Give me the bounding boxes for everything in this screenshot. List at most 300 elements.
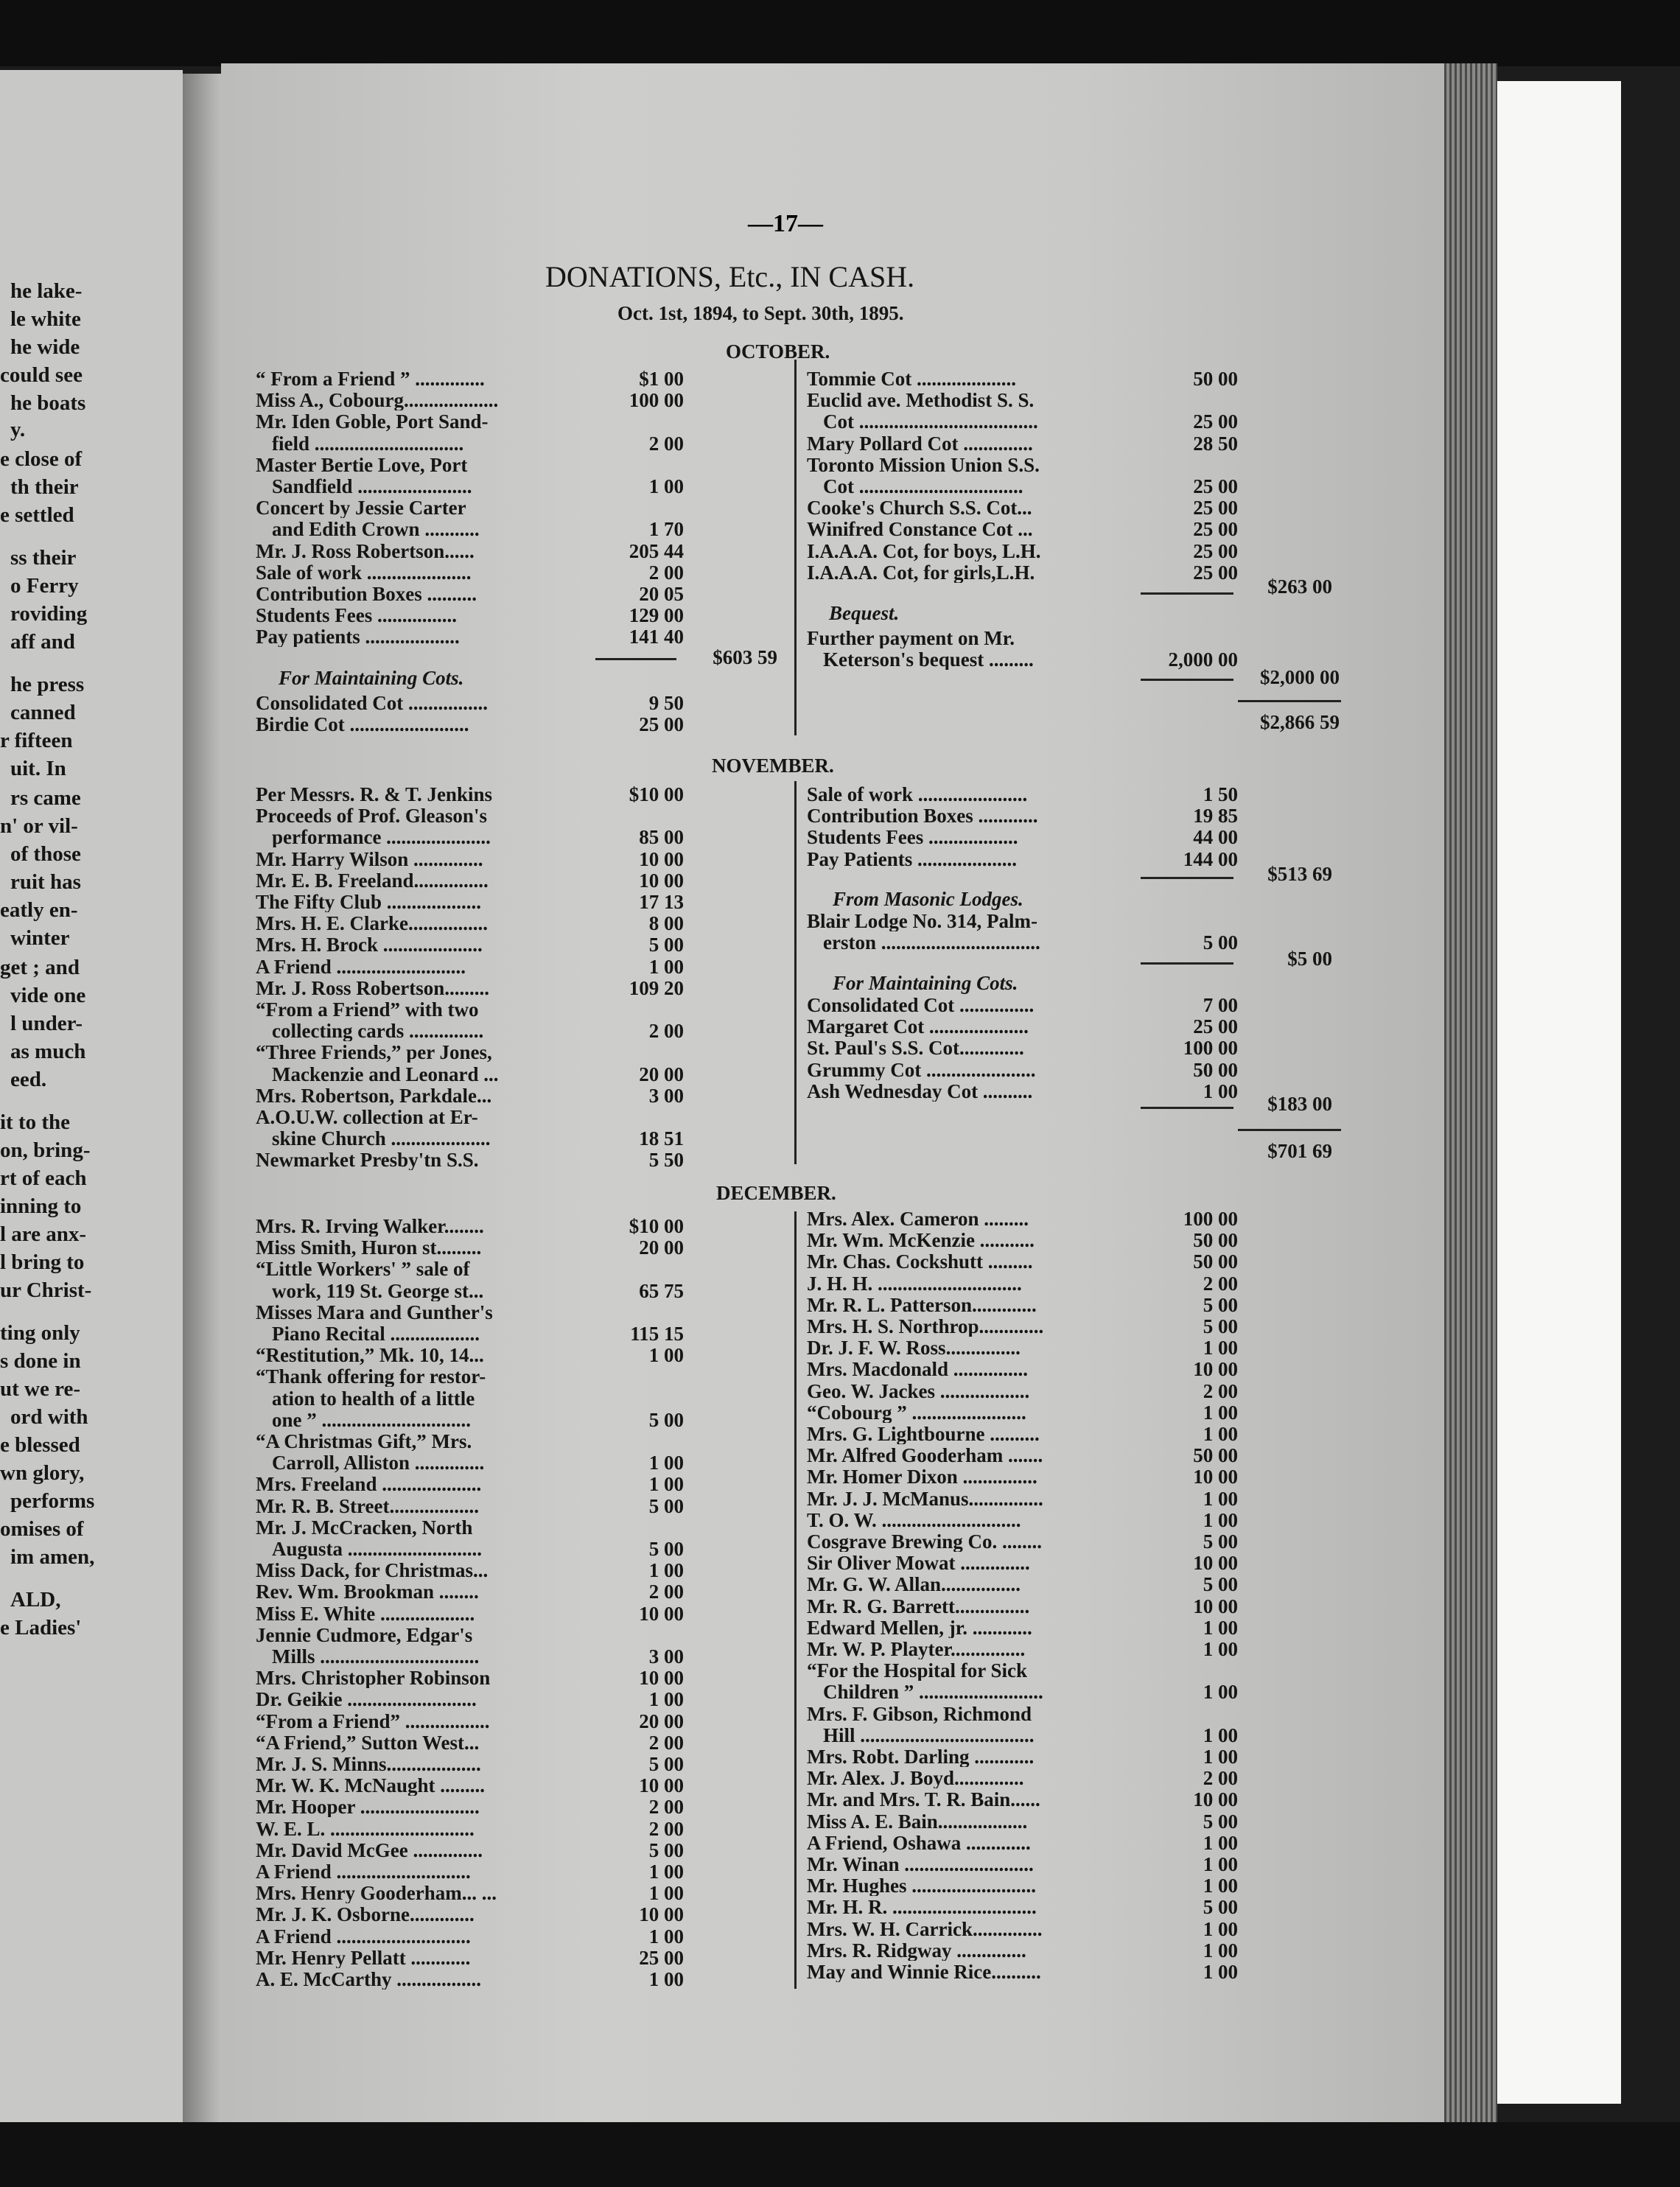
left-page-line: ALD, — [10, 1589, 61, 1611]
left-page-line: e blessed — [0, 1434, 80, 1456]
entry-name: Miss A., Cobourg................... — [256, 390, 499, 411]
left-page-line: ss their — [10, 547, 77, 569]
entry-name: “Cobourg ” ....................... — [807, 1402, 1026, 1423]
subtotal-amount: $183 00 — [1267, 1093, 1332, 1115]
entry-amount: 50 00 — [1193, 1058, 1238, 1081]
left-page-line: as much — [10, 1040, 86, 1063]
entry-name: Mr. Chas. Cockshutt ......... — [807, 1251, 1033, 1273]
entry-name: Mary Pollard Cot .............. — [807, 433, 1033, 454]
entry-name: Carroll, Alliston .............. — [272, 1452, 485, 1474]
entry-name: A Friend .......................... — [256, 956, 466, 977]
entry-name: “From a Friend” with two — [256, 999, 479, 1020]
entry-amount: 1 50 — [1203, 783, 1238, 805]
entry-name: Students Fees ................ — [256, 605, 458, 626]
entry-amount: 1 00 — [648, 1559, 684, 1582]
cots-heading: For Maintaining Cots. — [833, 972, 1018, 994]
entry-name: J. H. H. ............................. — [807, 1273, 1022, 1294]
entry-name: “Three Friends,” per Jones, — [256, 1042, 492, 1063]
entry-name: Mr. Winan .......................... — [807, 1854, 1034, 1875]
entry-amount: 25 00 — [1193, 1015, 1238, 1038]
entry-name: Mr. R. L. Patterson............. — [807, 1294, 1037, 1315]
entry-name: Mackenzie and Leonard ... — [272, 1063, 499, 1085]
entry-name: Mrs. Robt. Darling ............ — [807, 1746, 1035, 1767]
entry-amount: 5 00 — [1203, 1573, 1238, 1596]
section-heading-november: NOVEMBER. — [712, 755, 834, 777]
left-page-line: e settled — [0, 504, 74, 526]
entry-amount: 1 00 — [648, 1473, 684, 1496]
entry-amount: 3 00 — [648, 1645, 684, 1668]
entry-name: Sale of work ...................... — [807, 784, 1028, 805]
entry-amount: 2 00 — [648, 1817, 684, 1840]
entry-name: Piano Recital .................. — [272, 1323, 480, 1344]
entry-name: Dr. Geikie .......................... — [256, 1689, 477, 1710]
entry-name: Grummy Cot ...................... — [807, 1059, 1036, 1080]
subtotal-amount: $2,000 00 — [1260, 666, 1340, 688]
entry-amount: 18 51 — [639, 1127, 684, 1150]
entry-name: Cot ................................. — [823, 476, 1023, 497]
entry-name: Mrs. H. Brock .................... — [256, 934, 483, 956]
entry-name: Sandfield ....................... — [272, 476, 472, 497]
entry-amount: 205 44 — [629, 539, 684, 562]
entry-amount: 1 00 — [1203, 1724, 1238, 1746]
left-page-line: ut we re- — [0, 1378, 80, 1400]
entry-amount: 50 00 — [1193, 1229, 1238, 1252]
left-page-line: vide one — [10, 984, 86, 1007]
entry-amount: 20 00 — [639, 1063, 684, 1085]
entry-name: Mr. Alfred Gooderham ....... — [807, 1445, 1043, 1466]
left-page-line: he wide — [10, 336, 80, 358]
entry-amount: 1 00 — [648, 955, 684, 978]
subtotal-amount: $263 00 — [1267, 575, 1332, 598]
entry-name: Blair Lodge No. 314, Palm- — [807, 911, 1037, 931]
entry-name: Edward Mellen, jr. ............ — [807, 1617, 1032, 1638]
entry-name: Sale of work ..................... — [256, 561, 472, 583]
entry-amount: 25 00 — [639, 1946, 684, 1969]
entry-amount: 100 00 — [1183, 1208, 1238, 1230]
grand-total: $2,866 59 — [1260, 711, 1340, 733]
entry-name: A Friend ........................... — [256, 1925, 471, 1947]
entry-name: Mr. R. G. Barrett............... — [807, 1595, 1030, 1617]
page-number: —17— — [748, 210, 823, 237]
entry-amount: 10 00 — [639, 1903, 684, 1926]
entry-amount: 5 00 — [648, 1753, 684, 1775]
entry-name: Mrs. Freeland .................... — [256, 1474, 482, 1495]
entry-name: Newmarket Presby'tn S.S. — [256, 1150, 479, 1171]
entry-name: Mrs. F. Gibson, Richmond — [807, 1703, 1032, 1724]
subtotal-amount: $5 00 — [1287, 948, 1332, 970]
left-page-line: winter — [10, 927, 70, 949]
entry-amount: 5 00 — [648, 1538, 684, 1560]
left-page-line: s done in — [0, 1350, 81, 1372]
left-page-line: inning to — [0, 1195, 82, 1217]
entry-amount: 5 00 — [648, 1494, 684, 1517]
entry-name: “ From a Friend ” .............. — [256, 368, 485, 389]
white-backing-card — [1497, 81, 1621, 2104]
left-page-line: omises of — [0, 1518, 84, 1540]
entry-amount: 2 00 — [1203, 1272, 1238, 1295]
entry-amount: 19 85 — [1193, 805, 1238, 827]
entry-amount: 20 00 — [639, 1710, 684, 1732]
left-page-line: ur Christ- — [0, 1279, 92, 1301]
entry-amount: 2 00 — [1203, 1379, 1238, 1402]
entry-name: Students Fees .................. — [807, 827, 1018, 848]
entry-name: “Thank offering for restor- — [256, 1366, 486, 1388]
entry-name: Concert by Jessie Carter — [256, 497, 466, 519]
entry-name: Mr. Harry Wilson .............. — [256, 848, 483, 869]
entry-amount: 1 00 — [648, 1344, 684, 1367]
entry-name: Winifred Constance Cot ... — [807, 519, 1033, 540]
left-page-line: r fifteen — [0, 729, 73, 752]
entry-amount: 5 00 — [1203, 931, 1238, 954]
entry-name: Consolidated Cot ................ — [256, 693, 489, 713]
entry-name: A Friend ........................... — [256, 1861, 471, 1882]
entry-name: Mr. Alex. J. Boyd.............. — [807, 1768, 1024, 1789]
entry-amount: 1 00 — [1203, 1616, 1238, 1639]
entry-amount: 20 00 — [639, 1236, 684, 1259]
entry-amount: 1 00 — [1203, 1681, 1238, 1704]
entry-amount: 1 00 — [648, 1968, 684, 1990]
left-page-line: uit. In — [10, 757, 66, 780]
entry-name: Mrs. G. Lightbourne .......... — [807, 1424, 1040, 1444]
entry-name: Mr. J. Ross Robertson...... — [256, 540, 475, 561]
left-page-line: he boats — [10, 392, 86, 414]
entry-amount: 10 00 — [639, 1602, 684, 1625]
entry-name: “For the Hospital for Sick — [807, 1660, 1028, 1682]
entry-amount: 65 75 — [639, 1279, 684, 1302]
entry-amount: $10 00 — [629, 783, 684, 805]
entry-name: ation to health of a little — [272, 1388, 475, 1409]
column-divider — [794, 781, 797, 1164]
column-divider — [794, 1211, 797, 1989]
entry-name: Mr. H. R. ............................. — [807, 1897, 1037, 1918]
entry-amount: 9 50 — [648, 692, 684, 714]
subtotal-amount: $513 69 — [1267, 863, 1332, 885]
entry-name: Contribution Boxes .......... — [256, 584, 477, 604]
entry-name: Mr. J. K. Osborne............. — [256, 1904, 475, 1925]
entry-name: Tommie Cot .................... — [807, 368, 1016, 389]
entry-amount: 115 15 — [630, 1323, 684, 1345]
entry-amount: 10 00 — [1193, 1358, 1238, 1381]
left-page-line: th their — [10, 476, 79, 498]
entry-name: Mills ................................ — [272, 1646, 480, 1667]
grand-total: $701 69 — [1267, 1140, 1332, 1162]
entry-name: “Restitution,” Mk. 10, 14... — [256, 1345, 484, 1366]
entry-amount: 25 00 — [1193, 561, 1238, 584]
entry-name: Rev. Wm. Brookman ........ — [256, 1581, 479, 1603]
entry-amount: 1 00 — [1203, 1079, 1238, 1102]
entry-amount: 10 00 — [1193, 1466, 1238, 1488]
entry-name: work, 119 St. George st... — [272, 1280, 484, 1301]
entry-amount: 141 40 — [629, 626, 684, 648]
entry-name: Miss Smith, Huron st......... — [256, 1237, 482, 1259]
entry-name: Proceeds of Prof. Gleason's — [256, 805, 487, 827]
left-page-line: get ; and — [0, 956, 80, 979]
entry-name: “A Christmas Gift,” Mrs. — [256, 1431, 472, 1452]
entry-name: Mr. E. B. Freeland............... — [256, 869, 489, 891]
entry-amount: 1 00 — [648, 1925, 684, 1948]
entry-amount: 1 00 — [1203, 1423, 1238, 1445]
entry-name: Mrs. Alex. Cameron ......... — [807, 1208, 1029, 1229]
entry-amount: 1 00 — [648, 1688, 684, 1711]
entry-amount: 1 00 — [1203, 1401, 1238, 1424]
entry-name: Miss A. E. Bain.................. — [807, 1810, 1028, 1832]
entry-name: Further payment on Mr. — [807, 628, 1015, 648]
entry-name: Mrs. H. E. Clarke................ — [256, 913, 488, 934]
entry-amount: 25 00 — [1193, 410, 1238, 433]
entry-amount: 100 00 — [629, 389, 684, 412]
entry-name: Mrs. W. H. Carrick.............. — [807, 1918, 1043, 1939]
entry-amount: 5 00 — [648, 1408, 684, 1431]
entry-amount: 10 00 — [639, 847, 684, 870]
entry-name: Mrs. Macdonald ............... — [807, 1359, 1028, 1380]
left-page-line: e Ladies' — [0, 1617, 82, 1639]
left-page-line: canned — [10, 701, 76, 724]
entry-name: Mr. J. S. Minns................... — [256, 1754, 481, 1774]
left-page-line: aff and — [10, 631, 75, 653]
entry-name: Hill ................................... — [823, 1724, 1035, 1746]
entry-amount: 10 00 — [639, 1667, 684, 1690]
entry-amount: 1 00 — [1203, 1638, 1238, 1660]
entry-name: Mrs. R. Ridgway .............. — [807, 1939, 1026, 1961]
entry-name: Children ” ......................... — [823, 1682, 1043, 1703]
entry-amount: 1 00 — [648, 1882, 684, 1905]
subtotal-amount: $603 59 — [713, 646, 777, 668]
subtotal-rule — [1141, 877, 1233, 879]
subtotal-rule — [1141, 592, 1233, 595]
entry-name: T. O. W. ............................ — [807, 1509, 1021, 1530]
entry-name: Augusta ........................... — [272, 1539, 483, 1559]
entry-name: Cosgrave Brewing Co. ........ — [807, 1531, 1042, 1552]
entry-name: Geo. W. Jackes .................. — [807, 1380, 1030, 1402]
entry-amount: 85 00 — [639, 826, 684, 849]
section-heading-december: DECEMBER. — [716, 1182, 836, 1204]
page-title: DONATIONS, Etc., IN CASH. — [545, 260, 915, 293]
left-page-line: l are anx- — [0, 1223, 87, 1245]
entry-name: field .............................. — [272, 433, 464, 454]
entry-name: Ash Wednesday Cot .......... — [807, 1080, 1033, 1102]
column-divider — [794, 360, 797, 735]
entry-name: one ” .............................. — [272, 1409, 471, 1430]
entry-name: Miss E. White ................... — [256, 1603, 475, 1624]
entry-name: Mr. J. Ross Robertson......... — [256, 977, 489, 998]
entry-amount: 1 00 — [1203, 1917, 1238, 1940]
entry-amount: 2 00 — [648, 1020, 684, 1043]
entry-amount: 5 00 — [648, 934, 684, 956]
entry-name: Cooke's Church S.S. Cot... — [807, 497, 1032, 519]
entry-name: Contribution Boxes ............ — [807, 805, 1038, 827]
left-page-line: l bring to — [0, 1251, 85, 1273]
entry-amount: 2 00 — [648, 1581, 684, 1603]
left-page-line: could see — [0, 364, 83, 386]
entry-amount: 1 00 — [1203, 1831, 1238, 1854]
entry-name: Cot .................................... — [823, 411, 1038, 433]
entry-name: Consolidated Cot ............... — [807, 995, 1035, 1015]
page-edges — [1444, 63, 1497, 2127]
entry-amount: $10 00 — [629, 1215, 684, 1237]
entry-name: W. E. L. ............................. — [256, 1818, 475, 1839]
entry-amount: 2 00 — [648, 432, 684, 455]
entry-name: collecting cards ............... — [272, 1021, 484, 1042]
entry-name: Mr. Henry Pellatt ............ — [256, 1947, 471, 1968]
entry-name: Master Bertie Love, Port — [256, 454, 468, 475]
entry-name: Dr. J. F. W. Ross............... — [807, 1337, 1021, 1359]
entry-amount: 25 00 — [1193, 539, 1238, 562]
entry-amount: 1 70 — [648, 518, 684, 541]
entry-amount: 1 00 — [1203, 1487, 1238, 1510]
left-page-line: performs — [10, 1490, 95, 1512]
left-page-line: eed. — [10, 1068, 47, 1091]
entry-name: skine Church .................... — [272, 1128, 491, 1150]
entry-name: Jennie Cudmore, Edgar's — [256, 1624, 473, 1645]
entry-name: erston ................................ — [823, 932, 1040, 953]
entry-amount: 7 00 — [1203, 994, 1238, 1016]
entry-amount: 50 00 — [1193, 1250, 1238, 1273]
total-rule — [1238, 700, 1341, 702]
scanner-background — [0, 0, 1680, 66]
left-page-line: wn glory, — [0, 1462, 85, 1484]
scanner-background-bottom — [0, 2122, 1680, 2187]
entry-name: Margaret Cot .................... — [807, 1016, 1029, 1037]
section-heading-october: OCTOBER. — [726, 340, 830, 363]
entry-amount: 1 00 — [1203, 1939, 1238, 1962]
entry-amount: 8 00 — [648, 912, 684, 935]
entry-amount: 1 00 — [648, 475, 684, 497]
cots-heading: For Maintaining Cots. — [279, 667, 464, 689]
entry-name: Mr. J. J. McManus............... — [807, 1488, 1043, 1509]
entry-amount: 50 00 — [1193, 368, 1238, 390]
left-page-line: l under- — [10, 1012, 83, 1035]
entry-name: Mrs. Henry Gooderham... ... — [256, 1883, 497, 1904]
entry-name: Pay patients ................... — [256, 626, 460, 648]
subtotal-rule — [1141, 1107, 1233, 1109]
entry-amount: 2 00 — [648, 1796, 684, 1819]
entry-name: Mrs. H. S. Northrop............. — [807, 1316, 1044, 1337]
entry-name: Pay Patients .................... — [807, 848, 1017, 869]
entry-amount: 1 00 — [1203, 1746, 1238, 1768]
entry-amount: 25 00 — [639, 713, 684, 736]
entry-name: Mr. W. P. Playter............... — [807, 1639, 1026, 1659]
entry-name: A.O.U.W. collection at Er- — [256, 1107, 478, 1127]
entry-amount: 20 05 — [639, 583, 684, 605]
entry-name: Mr. Iden Goble, Port Sand- — [256, 411, 489, 433]
left-page-line: im amen, — [10, 1546, 95, 1568]
entry-name: “From a Friend” ................. — [256, 1710, 490, 1732]
subtotal-rule — [1141, 679, 1233, 681]
left-page-line: on, bring- — [0, 1139, 91, 1161]
entry-name: Sir Oliver Mowat .............. — [807, 1553, 1030, 1574]
entry-amount: 5 00 — [1203, 1530, 1238, 1553]
entry-amount: 1 00 — [1203, 1853, 1238, 1875]
entry-amount: 10 00 — [639, 1774, 684, 1797]
entry-amount: 1 00 — [1203, 1961, 1238, 1983]
left-page-line: ting only — [0, 1322, 80, 1344]
left-page — [0, 70, 183, 2126]
entry-name: Toronto Mission Union S.S. — [807, 454, 1040, 475]
entry-amount: 25 00 — [1193, 497, 1238, 519]
entry-name: performance ..................... — [272, 827, 491, 848]
entry-name: Keterson's bequest ......... — [823, 649, 1034, 671]
left-page-line: y. — [10, 419, 26, 441]
subtotal-rule — [595, 658, 676, 660]
entry-amount: 1 00 — [1203, 1508, 1238, 1531]
entry-name: Mrs. Christopher Robinson — [256, 1668, 491, 1689]
entry-name: Birdie Cot ........................ — [256, 714, 469, 735]
left-page-line: of those — [10, 843, 81, 865]
masonic-heading: From Masonic Lodges. — [833, 888, 1023, 910]
left-page-line: it to the — [0, 1111, 71, 1133]
entry-amount: 1 00 — [1203, 1875, 1238, 1897]
left-page-line: ruit has — [10, 871, 81, 893]
entry-amount: 1 00 — [648, 1452, 684, 1474]
entry-name: Mr. R. B. Street.................. — [256, 1495, 479, 1516]
entry-name: Mr. Wm. McKenzie ........... — [807, 1230, 1035, 1251]
entry-amount: 5 00 — [1203, 1315, 1238, 1337]
entry-amount: 10 00 — [1193, 1595, 1238, 1617]
entry-name: “Little Workers' ” sale of — [256, 1259, 470, 1280]
left-page-line: n' or vil- — [0, 815, 78, 837]
entry-amount: 10 00 — [1193, 1552, 1238, 1575]
date-range: Oct. 1st, 1894, to Sept. 30th, 1895. — [617, 302, 904, 324]
left-page-line: rs came — [10, 787, 81, 809]
entry-amount: 129 00 — [629, 604, 684, 627]
left-page-line: rt of each — [0, 1167, 87, 1189]
entry-name: Mr. and Mrs. T. R. Bain...... — [807, 1789, 1040, 1810]
entry-name: I.A.A.A. Cot, for girls,L.H. — [807, 561, 1035, 583]
entry-amount: 5 00 — [1203, 1293, 1238, 1316]
entry-amount: 1 00 — [1203, 1337, 1238, 1360]
entry-amount: 109 20 — [629, 976, 684, 999]
bequest-heading: Bequest. — [829, 602, 900, 624]
entry-name: St. Paul's S.S. Cot............. — [807, 1037, 1024, 1059]
entry-amount: 144 00 — [1183, 847, 1238, 870]
entry-amount: 5 00 — [648, 1838, 684, 1861]
entry-name: Mr. J. McCracken, North — [256, 1516, 473, 1538]
entry-name: Euclid ave. Methodist S. S. — [807, 390, 1035, 411]
entry-amount: 10 00 — [1193, 1788, 1238, 1811]
entry-amount: 2 00 — [1203, 1767, 1238, 1790]
entry-amount: $1 00 — [639, 368, 684, 390]
entry-amount: 50 00 — [1193, 1444, 1238, 1467]
entry-name: Mrs. Robertson, Parkdale... — [256, 1085, 492, 1106]
entry-name: Mrs. R. Irving Walker........ — [256, 1216, 484, 1236]
entry-name: Per Messrs. R. & T. Jenkins — [256, 784, 492, 805]
left-page-line: eatly en- — [0, 899, 78, 921]
entry-amount: 28 50 — [1193, 432, 1238, 455]
entry-amount: 25 00 — [1193, 475, 1238, 497]
entry-name: Mr. Homer Dixon ............... — [807, 1466, 1037, 1488]
entry-name: Mr. Hughes ......................... — [807, 1875, 1037, 1897]
entry-name: and Edith Crown ........... — [272, 519, 480, 540]
book-gutter — [183, 74, 224, 2130]
entry-amount: 25 00 — [1193, 518, 1238, 541]
left-page-line: roviding — [10, 603, 88, 625]
entry-name: May and Winnie Rice.......... — [807, 1962, 1041, 1982]
left-page-line: e close of — [0, 448, 83, 470]
entry-amount: 5 00 — [1203, 1896, 1238, 1919]
entry-name: A. E. McCarthy ................. — [256, 1969, 481, 1990]
entry-amount: 2 00 — [648, 561, 684, 584]
entry-name: Mr. G. W. Allan................ — [807, 1574, 1021, 1595]
total-rule — [1238, 1129, 1341, 1131]
entry-name: Misses Mara and Gunther's — [256, 1301, 493, 1323]
entry-name: The Fifty Club ................... — [256, 892, 482, 912]
entry-name: “A Friend,” Sutton West... — [256, 1732, 480, 1753]
entry-amount: 5 50 — [648, 1149, 684, 1172]
entry-name: Mr. Hooper ........................ — [256, 1796, 480, 1818]
entry-amount: 10 00 — [639, 869, 684, 892]
left-page-line: ord with — [10, 1406, 88, 1428]
entry-amount: 2,000 00 — [1168, 648, 1238, 671]
